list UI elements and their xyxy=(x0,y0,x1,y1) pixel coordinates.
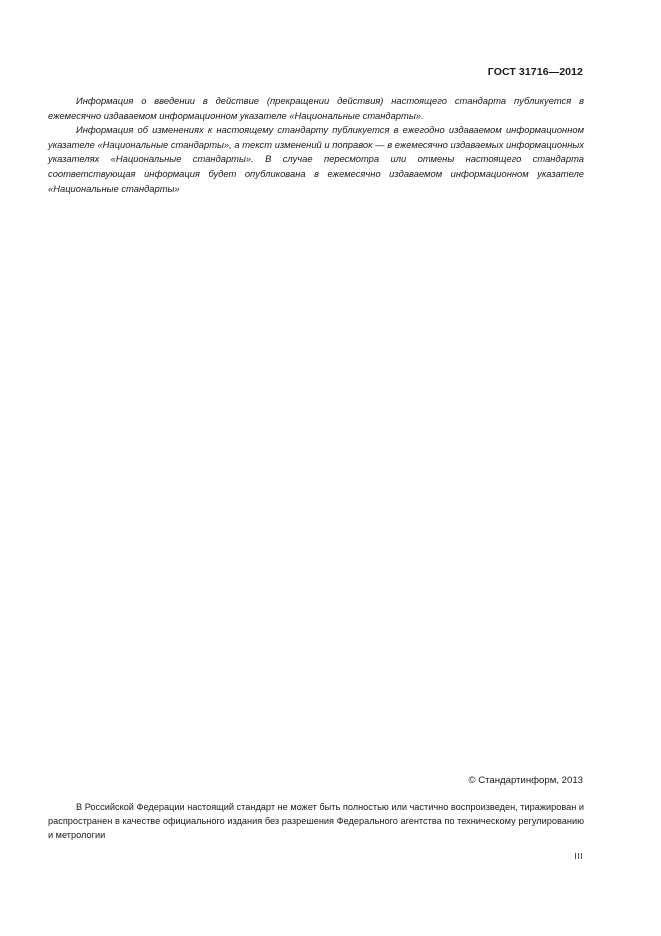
legal-notice-text: В Российской Федерации настоящий стандарт не может быть полностью или частично воспроизведен, тиражирован и распространен в качестве официального издания без разрешения Федерального агентства по техническому регулированию и метрологии xyxy=(48,802,584,841)
info-paragraph-introduction: Информация о введении в действие (прекращении действия) настоящего стандарта публикуется в ежемесячно издаваемом информационном указателе «Национальные стандарты». xyxy=(48,95,584,121)
info-paragraph-changes: Информация об изменениях к настоящему стандарту публикуется в ежегодно издаваемом информационном указателе «Национальные стандарты», а текст изменений и поправок — в ежемесячно издаваемых информационных указателях «Национальные стандарты». В случае пересмотра или отмены настоящего стандарта соответствующая информация будет опубликована в ежемесячно издаваемом информационном указателе «Национальные стандарты» xyxy=(48,124,584,194)
publication-info xyxy=(48,94,584,196)
copyright-notice: © Стандартинформ, 2013 xyxy=(468,775,583,786)
legal-notice xyxy=(48,800,584,843)
page-number: III xyxy=(574,851,583,861)
document-code: ГОСТ 31716—2012 xyxy=(487,66,583,78)
